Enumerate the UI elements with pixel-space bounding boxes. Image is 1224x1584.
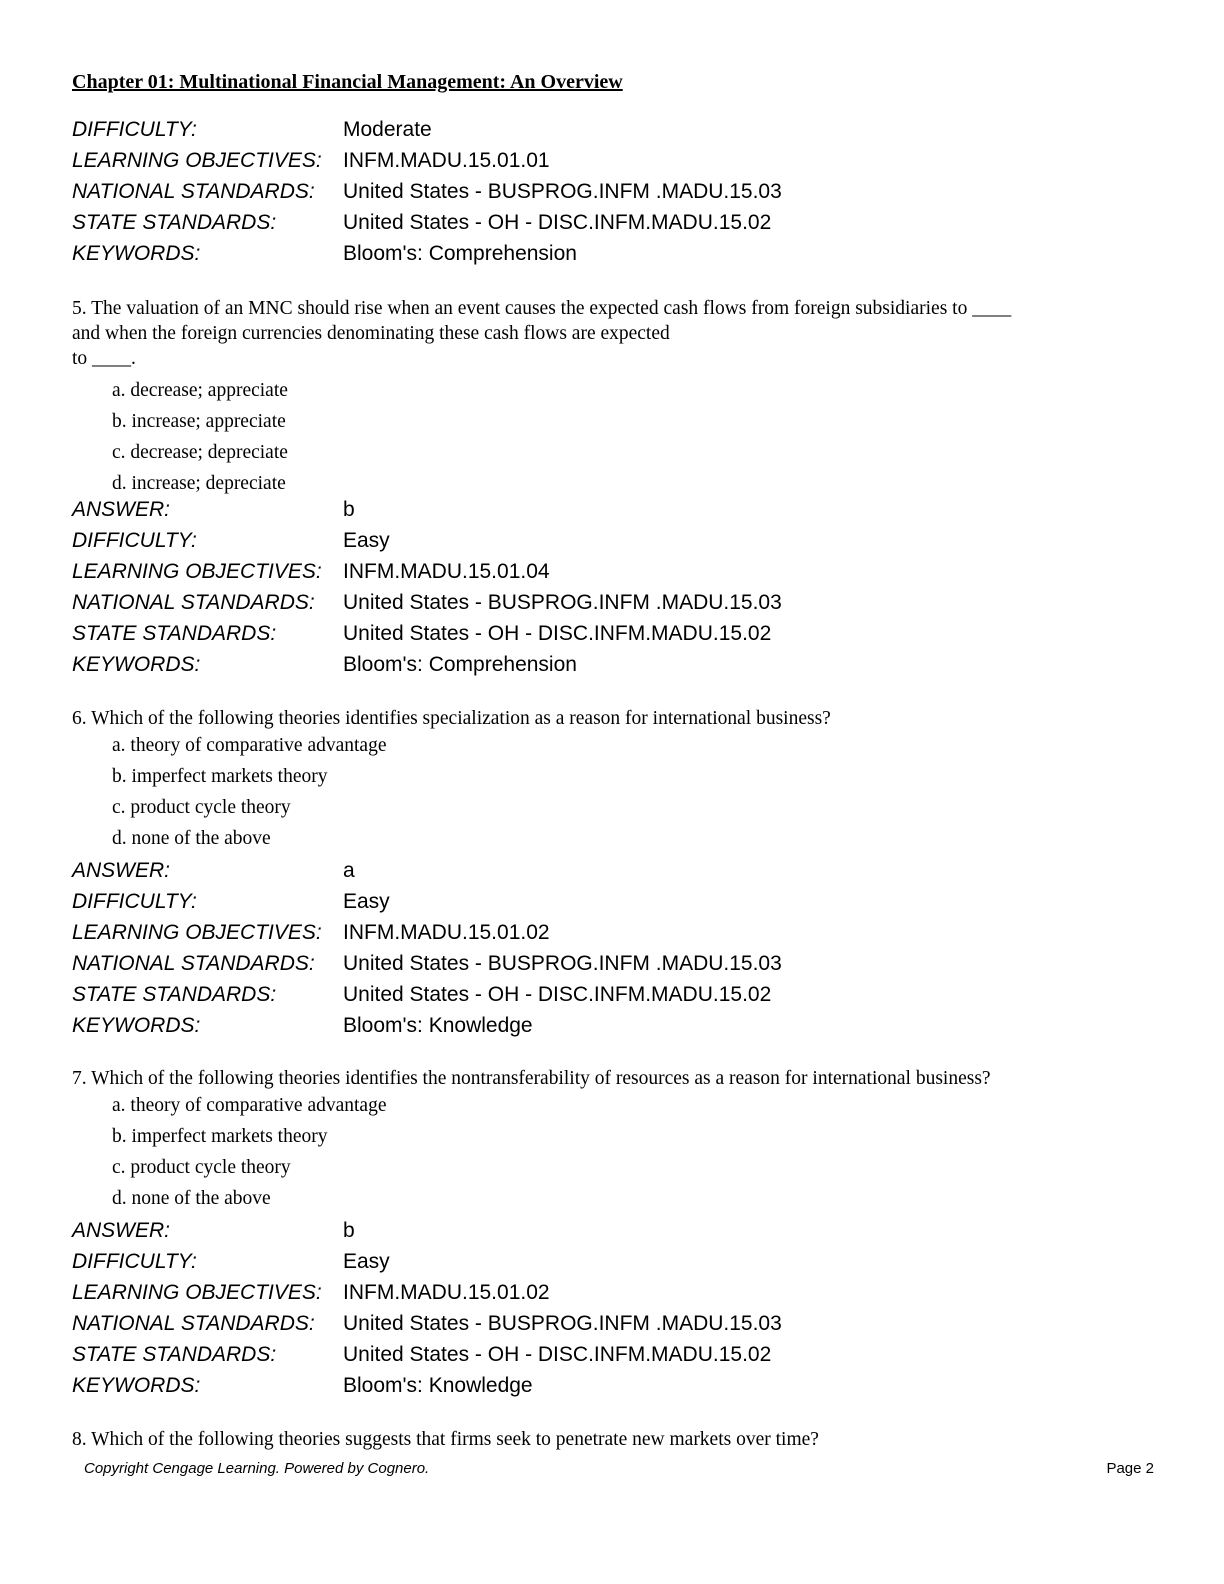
meta-value: Moderate (343, 117, 432, 141)
meta-label: STATE STANDARDS: (72, 210, 277, 234)
meta-label: DIFFICULTY: (72, 117, 197, 141)
meta-row-learning-objectives (72, 556, 782, 587)
meta-row-answer (72, 1215, 782, 1246)
question-stem (72, 1427, 1162, 1452)
question-stem (72, 706, 1162, 731)
stem-line: 6. Which of the following theories identifies specialization as a reason for international business? (72, 708, 831, 729)
meta-row-difficulty (72, 1246, 782, 1277)
meta-label: LEARNING OBJECTIVES: (72, 920, 322, 944)
option-d: d. none of the above (112, 828, 271, 849)
meta-row-keywords (72, 1370, 782, 1401)
meta-row-learning-objectives (72, 145, 782, 176)
meta-value: United States - OH - DISC.INFM.MADU.15.02 (343, 1342, 772, 1366)
stem-line: 7. Which of the following theories identifies the nontransferability of resources as a reason for international business? (72, 1068, 991, 1089)
option-a: a. theory of comparative advantage (112, 735, 387, 756)
option-c: c. product cycle theory (112, 797, 291, 818)
answer-options (72, 1090, 1162, 1214)
q5-metadata (72, 494, 782, 680)
meta-value: United States - BUSPROG.INFM .MADU.15.03 (343, 590, 782, 614)
meta-value: INFM.MADU.15.01.01 (343, 148, 550, 172)
option-b: b. increase; appreciate (112, 411, 286, 432)
meta-value: b (343, 1218, 355, 1242)
meta-label: ANSWER: (72, 1218, 171, 1242)
stem-line: to ____. (72, 348, 136, 369)
stem-line: 8. Which of the following theories suggests that firms seek to penetrate new markets over time? (72, 1429, 819, 1450)
meta-label: KEYWORDS: (72, 241, 201, 265)
option-d: d. increase; depreciate (112, 473, 286, 494)
meta-row-keywords (72, 649, 782, 680)
meta-value: INFM.MADU.15.01.02 (343, 1280, 550, 1304)
q4-metadata (72, 114, 782, 269)
q7-metadata (72, 1215, 782, 1401)
meta-value: Easy (343, 528, 390, 552)
answer-options (72, 730, 1162, 854)
meta-label: NATIONAL STANDARDS: (72, 1311, 315, 1335)
question-stem (72, 296, 1162, 371)
meta-label: LEARNING OBJECTIVES: (72, 559, 322, 583)
meta-row-difficulty (72, 886, 782, 917)
meta-row-state-standards (72, 1339, 782, 1370)
meta-label: ANSWER: (72, 497, 171, 521)
meta-label: KEYWORDS: (72, 652, 201, 676)
meta-row-answer (72, 494, 782, 525)
meta-label: DIFFICULTY: (72, 528, 197, 552)
meta-value: Bloom's: Knowledge (343, 1373, 533, 1397)
option-c: c. product cycle theory (112, 1157, 291, 1178)
meta-value: Bloom's: Knowledge (343, 1013, 533, 1037)
chapter-title: Chapter 01: Multinational Financial Management: An Overview (72, 71, 623, 93)
meta-label: KEYWORDS: (72, 1373, 201, 1397)
meta-label: LEARNING OBJECTIVES: (72, 1280, 322, 1304)
meta-row-learning-objectives (72, 1277, 782, 1308)
meta-value: United States - OH - DISC.INFM.MADU.15.02 (343, 210, 772, 234)
meta-label: LEARNING OBJECTIVES: (72, 148, 322, 172)
meta-row-keywords (72, 238, 782, 269)
option-c: c. decrease; depreciate (112, 442, 288, 463)
question-5 (72, 296, 1162, 499)
copyright-notice: Copyright Cengage Learning. Powered by Cognero. (84, 1460, 430, 1477)
meta-value: Bloom's: Comprehension (343, 241, 577, 265)
meta-value: INFM.MADU.15.01.04 (343, 559, 550, 583)
meta-value: United States - OH - DISC.INFM.MADU.15.02 (343, 982, 772, 1006)
question-7 (72, 1066, 1162, 1214)
option-a: a. decrease; appreciate (112, 380, 288, 401)
stem-line: and when the foreign currencies denominating these cash flows are expected (72, 323, 670, 344)
meta-row-national-standards (72, 1308, 782, 1339)
meta-value: b (343, 497, 355, 521)
option-d: d. none of the above (112, 1188, 271, 1209)
meta-label: NATIONAL STANDARDS: (72, 590, 315, 614)
meta-label: ANSWER: (72, 858, 171, 882)
meta-row-national-standards (72, 587, 782, 618)
page-number: Page 2 (1106, 1460, 1154, 1477)
meta-row-difficulty (72, 525, 782, 556)
meta-value: Easy (343, 889, 390, 913)
meta-label: DIFFICULTY: (72, 889, 197, 913)
question-8 (72, 1427, 1162, 1452)
meta-row-state-standards (72, 618, 782, 649)
answer-options (72, 375, 1162, 499)
meta-row-national-standards (72, 176, 782, 207)
question-6 (72, 706, 1162, 854)
meta-row-difficulty (72, 114, 782, 145)
meta-value: Easy (343, 1249, 390, 1273)
option-b: b. imperfect markets theory (112, 766, 328, 787)
meta-label: STATE STANDARDS: (72, 982, 277, 1006)
meta-value: United States - BUSPROG.INFM .MADU.15.03 (343, 179, 782, 203)
meta-value: Bloom's: Comprehension (343, 652, 577, 676)
meta-row-learning-objectives (72, 917, 782, 948)
meta-value: United States - BUSPROG.INFM .MADU.15.03 (343, 1311, 782, 1335)
meta-row-state-standards (72, 207, 782, 238)
question-stem (72, 1066, 1162, 1091)
meta-label: STATE STANDARDS: (72, 1342, 277, 1366)
meta-row-keywords (72, 1010, 782, 1041)
option-b: b. imperfect markets theory (112, 1126, 328, 1147)
meta-row-answer (72, 855, 782, 886)
meta-value: a (343, 858, 355, 882)
meta-label: STATE STANDARDS: (72, 621, 277, 645)
meta-value: United States - BUSPROG.INFM .MADU.15.03 (343, 951, 782, 975)
meta-label: DIFFICULTY: (72, 1249, 197, 1273)
option-a: a. theory of comparative advantage (112, 1095, 387, 1116)
meta-row-state-standards (72, 979, 782, 1010)
meta-label: KEYWORDS: (72, 1013, 201, 1037)
q6-metadata (72, 855, 782, 1041)
meta-label: NATIONAL STANDARDS: (72, 951, 315, 975)
meta-row-national-standards (72, 948, 782, 979)
meta-label: NATIONAL STANDARDS: (72, 179, 315, 203)
meta-value: INFM.MADU.15.01.02 (343, 920, 550, 944)
stem-line: 5. The valuation of an MNC should rise when an event causes the expected cash flows from foreign subsidiaries to ____ (72, 298, 1012, 319)
meta-value: United States - OH - DISC.INFM.MADU.15.02 (343, 621, 772, 645)
